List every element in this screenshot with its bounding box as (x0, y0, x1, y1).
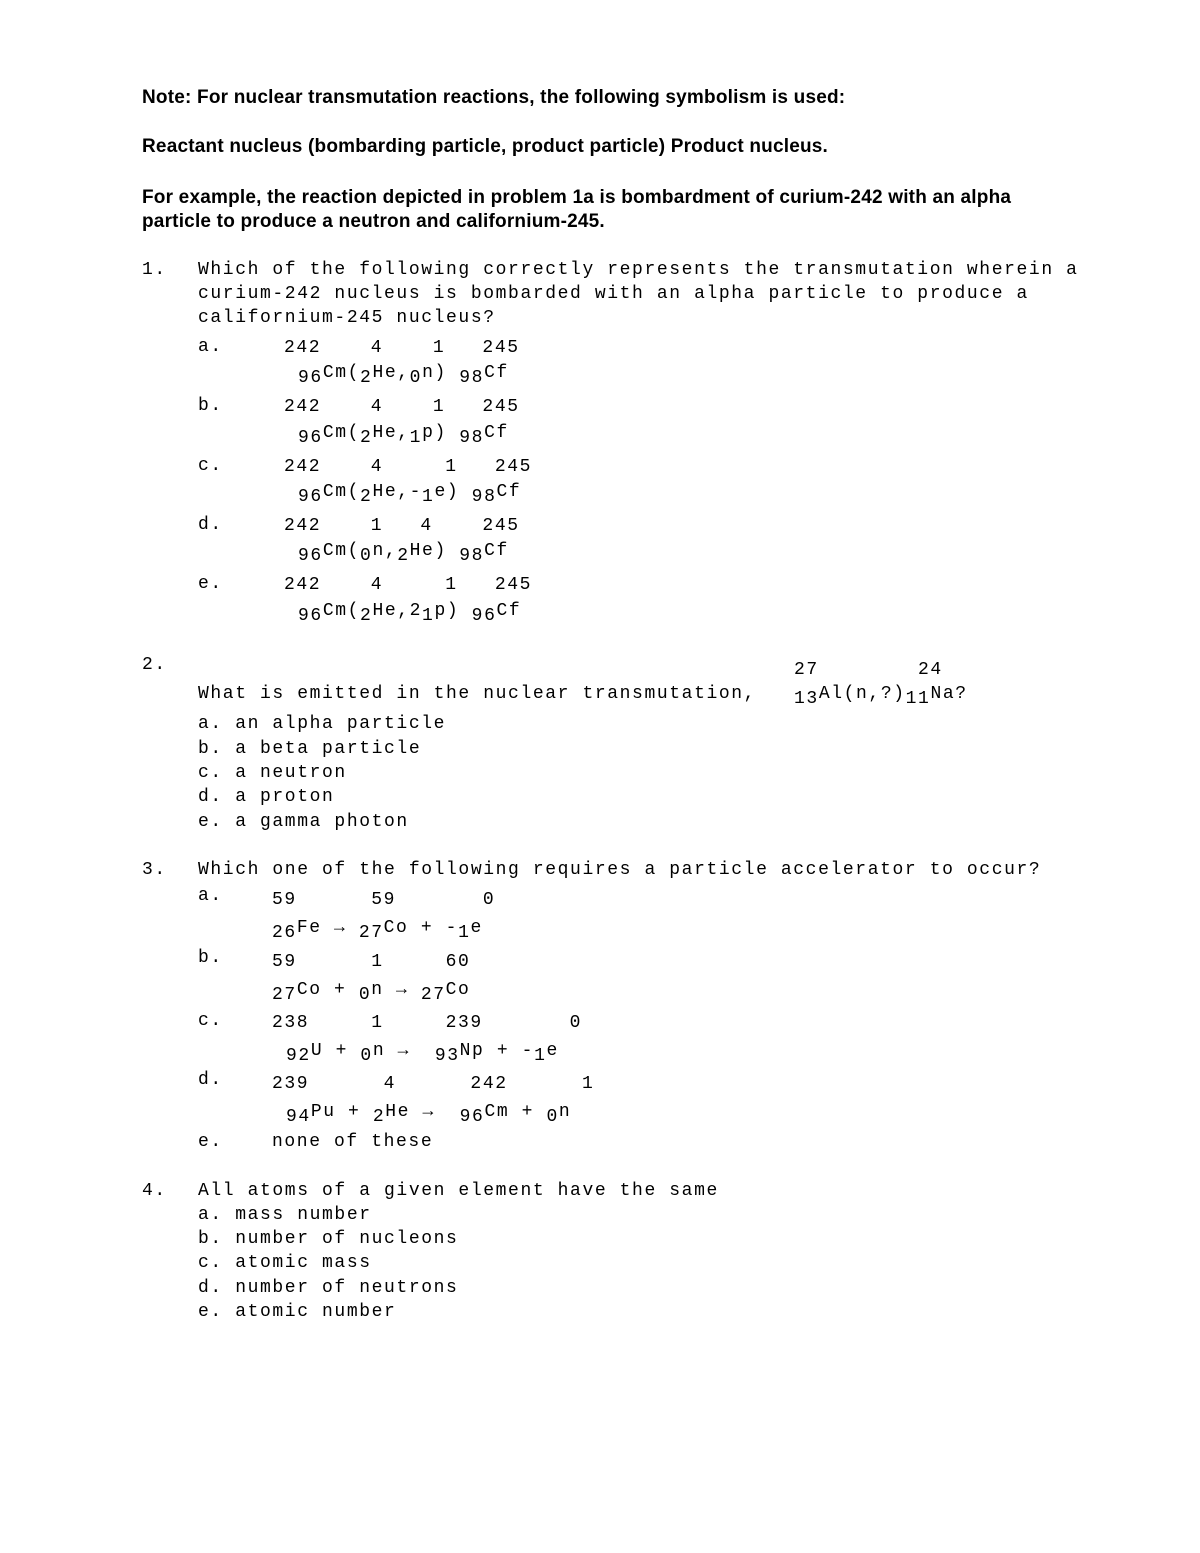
q1-option-c-letter: c. (198, 456, 223, 476)
q2-option-d: d. a proton (198, 787, 335, 807)
q1-option-b-mass-numbers: 242 4 1 245 (284, 397, 520, 417)
q2-reaction: 13Al(n,?)11Na? (794, 684, 968, 709)
intro-format: Reactant nucleus (bombarding particle, product particle) Product nucleus. (142, 136, 829, 157)
q3-option-d-reaction: 94Pu + 2He → 96Cm + 0n (286, 1102, 572, 1127)
q3-option-a-reaction: 26Fe → 27Co + -1e (272, 918, 483, 943)
question-1-text-line3: californium-245 nucleus? (198, 308, 496, 328)
q2-option-a: a. an alpha particle (198, 714, 447, 734)
question-1-text-line1: Which of the following correctly represents the transmutation wherein a (198, 260, 1079, 280)
q1-option-c-mass-numbers: 242 4 1 245 (284, 457, 533, 477)
q2-option-e: e. a gamma photon (198, 812, 409, 832)
q3-option-a-letter: a. (198, 886, 223, 906)
q1-option-d-mass-numbers: 242 1 4 245 (284, 516, 520, 536)
q1-option-d-letter: d. (198, 515, 223, 535)
q1-option-e-mass-numbers: 242 4 1 245 (284, 575, 533, 595)
q3-option-b-letter: b. (198, 948, 223, 968)
intro-example-line2: particle to produce a neutron and californium-245. (142, 211, 605, 232)
question-2-number: 2. (142, 655, 167, 675)
q1-option-e-reaction: 96Cm(2He,21p) 96Cf (298, 601, 522, 626)
q3-option-c-letter: c. (198, 1011, 223, 1031)
q3-option-c-mass-numbers: 238 1 239 0 (272, 1013, 583, 1033)
q4-option-d: d. number of neutrons (198, 1278, 459, 1298)
q3-option-e-letter: e. (198, 1132, 223, 1152)
intro-example-line1: For example, the reaction depicted in problem 1a is bombardment of curium-242 with an alpha (142, 187, 1012, 208)
q1-option-a-letter: a. (198, 337, 223, 357)
q3-option-b-mass-numbers: 59 1 60 (272, 952, 471, 972)
question-3-number: 3. (142, 860, 167, 880)
q4-option-c: c. atomic mass (198, 1253, 372, 1273)
q1-option-c-reaction: 96Cm(2He,-1e) 98Cf (298, 482, 522, 507)
intro-note: Note: For nuclear transmutation reactions, the following symbolism is used: (142, 87, 846, 108)
question-4-text: All atoms of a given element have the same (198, 1181, 719, 1201)
q4-option-a: a. mass number (198, 1205, 372, 1225)
q1-option-b-letter: b. (198, 396, 223, 416)
q4-option-e: e. atomic number (198, 1302, 397, 1322)
q1-option-b-reaction: 96Cm(2He,1p) 98Cf (298, 423, 509, 448)
q3-option-d-mass-numbers: 239 4 242 1 (272, 1074, 595, 1094)
q1-option-a-reaction: 96Cm(2He,0n) 98Cf (298, 363, 509, 388)
q1-option-e-letter: e. (198, 574, 223, 594)
question-1-text-line2: curium-242 nucleus is bombarded with an alpha particle to produce a (198, 284, 1029, 304)
question-2-text: What is emitted in the nuclear transmutation, (198, 684, 757, 704)
q2-option-c: c. a neutron (198, 763, 347, 783)
question-3-text: Which one of the following requires a particle accelerator to occur? (198, 860, 1042, 880)
q3-option-e-text: none of these (272, 1132, 434, 1152)
q3-option-b-reaction: 27Co + 0n → 27Co (272, 980, 471, 1005)
q1-option-a-mass-numbers: 242 4 1 245 (284, 338, 520, 358)
q2-mass-numbers: 27 24 (794, 660, 943, 680)
question-1-number: 1. (142, 260, 167, 280)
q2-option-b: b. a beta particle (198, 739, 422, 759)
q3-option-d-letter: d. (198, 1070, 223, 1090)
question-4-number: 4. (142, 1181, 167, 1201)
q3-option-a-mass-numbers: 59 59 0 (272, 890, 496, 910)
q4-option-b: b. number of nucleons (198, 1229, 459, 1249)
q3-option-c-reaction: 92U + 0n → 93Np + -1e (286, 1041, 559, 1066)
q1-option-d-reaction: 96Cm(0n,2He) 98Cf (298, 541, 509, 566)
